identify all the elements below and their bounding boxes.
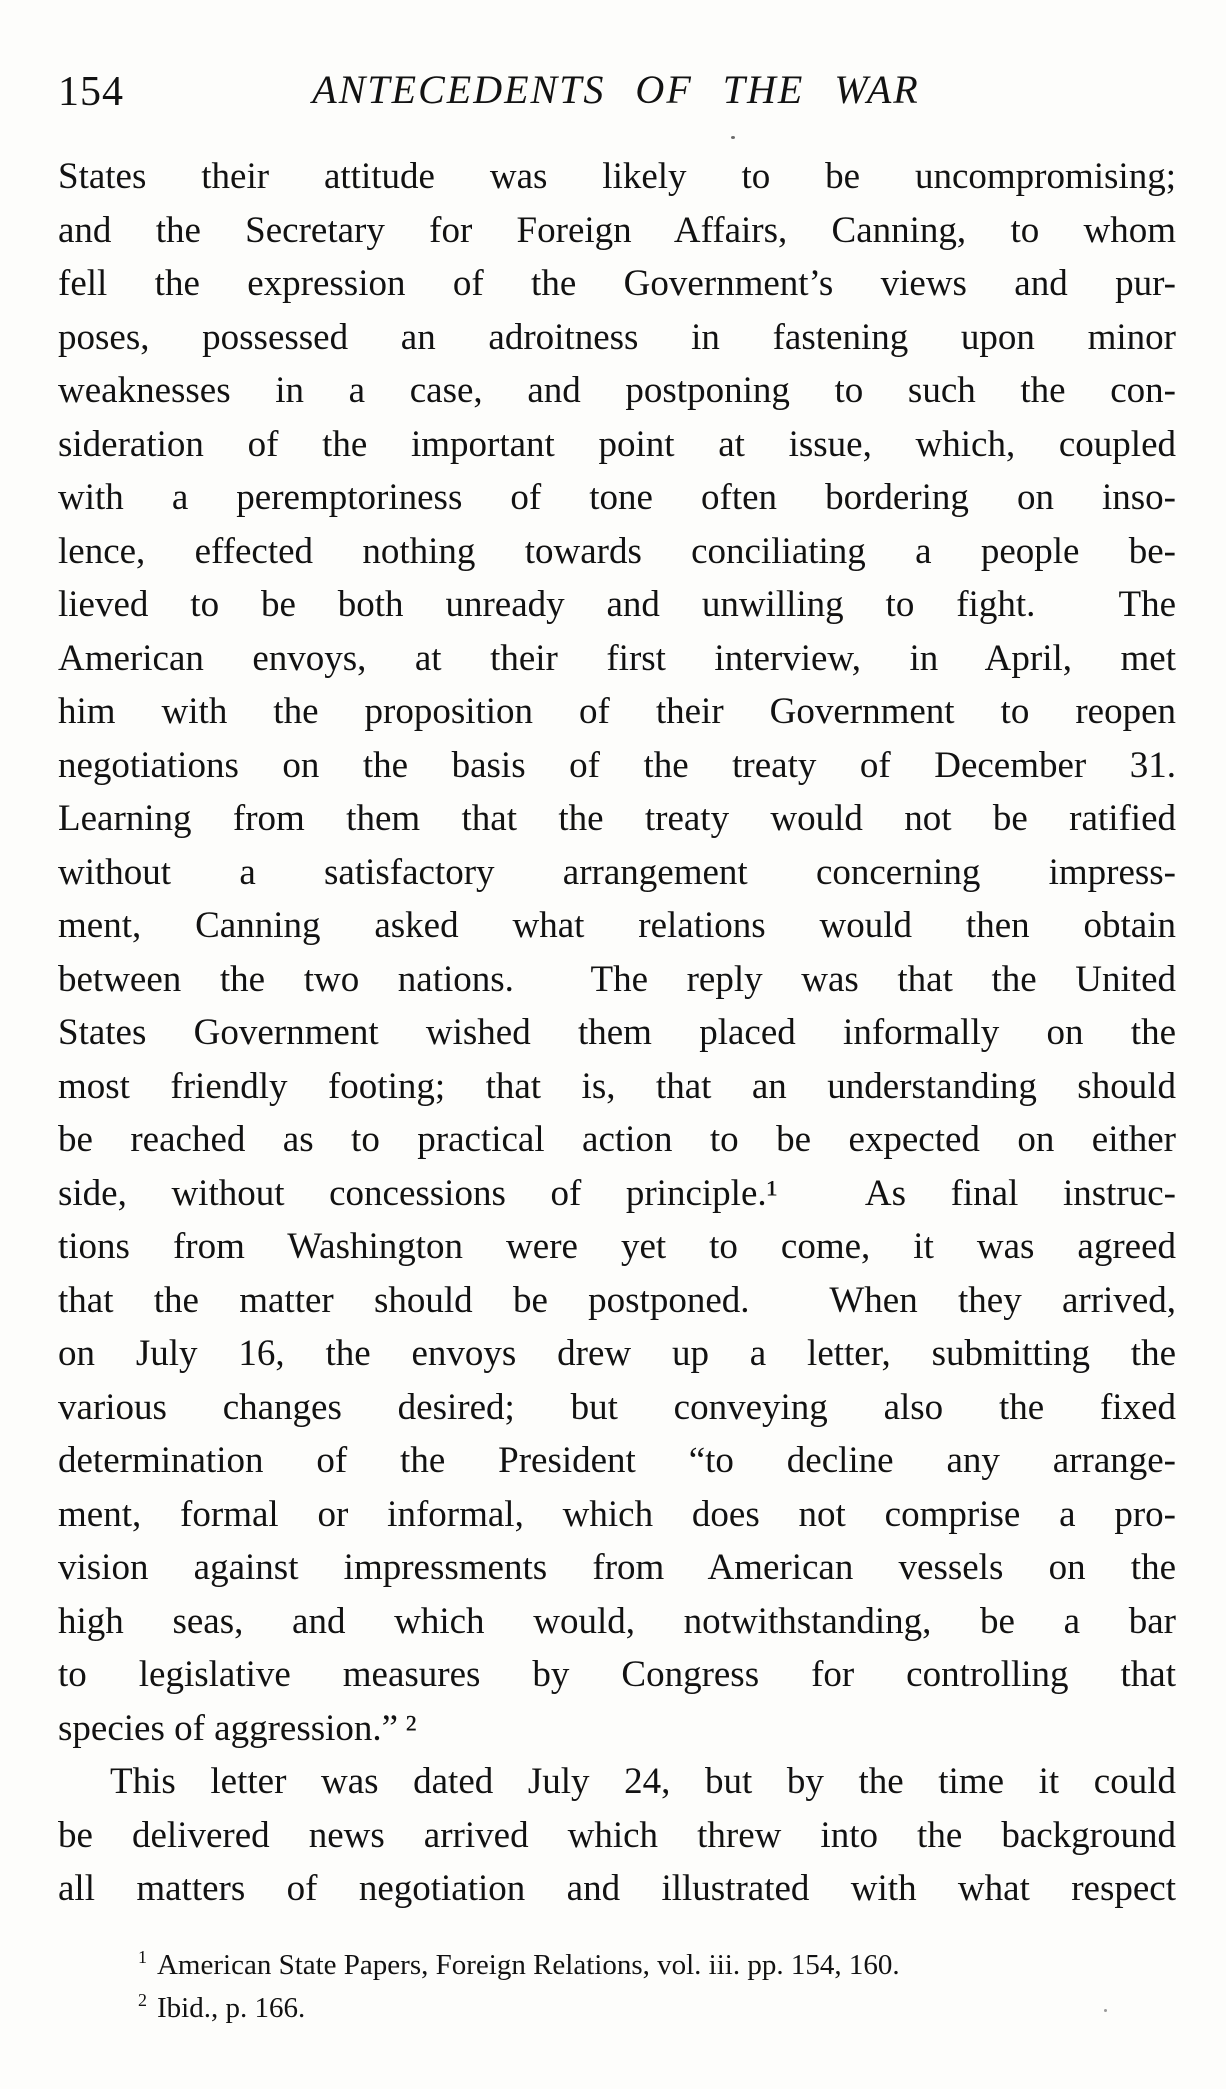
- body-line: him with the proposition of their Government to reopen: [58, 691, 1176, 732]
- body-line: to legislative measures by Congress for controlling that: [58, 1654, 1176, 1695]
- body-line: tions from Washington were yet to come, it was agreed: [58, 1226, 1176, 1267]
- body-line: fell the expression of the Government’s views and pur-: [58, 263, 1176, 304]
- body-line: ment, Canning asked what relations would then obtain: [58, 905, 1176, 946]
- body-line: be delivered news arrived which threw into the background: [58, 1814, 1176, 1856]
- body-line: high seas, and which would, notwithstanding, be a bar: [58, 1600, 1176, 1642]
- body-line: lieved to be both unready and unwilling to fight. The: [58, 584, 1176, 625]
- footnotes: [58, 1944, 1176, 2030]
- body-line: on July 16, the envoys drew up a letter, submitting the: [58, 1333, 1176, 1374]
- body-line: all matters of negotiation and illustrated with what respect: [58, 1868, 1176, 1909]
- body-line: lence, effected nothing towards conciliating a people be-: [58, 530, 1176, 572]
- body-line: most friendly footing; that is, that an understanding should: [58, 1065, 1176, 1107]
- body-line: ment, formal or informal, which does not comprise a pro-: [58, 1493, 1176, 1535]
- running-title: ANTECEDENTS OF THE WAR: [312, 67, 920, 112]
- body-line: between the two nations. The reply was that the United: [58, 958, 1176, 1000]
- body-line: States their attitude was likely to be uncompromising;: [58, 156, 1176, 197]
- body-line: side, without concessions of principle.¹ As final instruc-: [58, 1172, 1176, 1214]
- footnote: [58, 1944, 1176, 1987]
- body-line: determination of the President “to decline any arrange-: [58, 1440, 1176, 1481]
- footnote: [58, 1987, 1176, 2030]
- body-line: species of aggression.” ²: [58, 1707, 417, 1749]
- body-text: [58, 150, 1176, 1916]
- body-line: vision against impressments from American vessels on the: [58, 1547, 1176, 1588]
- footnote-marker: 2: [138, 1990, 147, 2011]
- body-line: that the matter should be postponed. When they arrived,: [58, 1279, 1176, 1321]
- footnote-text: American State Papers, Foreign Relations, vol. iii. pp. 154, 160.: [156, 1949, 900, 1981]
- body-line: various changes desired; but conveying also the fixed: [58, 1386, 1176, 1428]
- footnote-text: Ibid., p. 166.: [156, 1992, 306, 2024]
- body-line: poses, possessed an adroitness in fastening upon minor: [58, 316, 1176, 358]
- footnote-marker: 1: [138, 1947, 147, 1968]
- body-line: negotiations on the basis of the treaty of December 31.: [58, 744, 1176, 786]
- page-number: 154: [58, 69, 124, 115]
- body-line: weaknesses in a case, and postponing to such the con-: [58, 370, 1176, 411]
- body-line: without a satisfactory arrangement concerning impress-: [58, 851, 1176, 893]
- scan-artifact: [1104, 2009, 1107, 2012]
- body-line: sideration of the important point at issue, which, coupled: [58, 423, 1176, 465]
- body-line: This letter was dated July 24, but by the time it could: [110, 1761, 1176, 1802]
- body-line: States Government wished them placed informally on the: [58, 1012, 1176, 1053]
- body-line: with a peremptoriness of tone often bordering on inso-: [58, 477, 1176, 518]
- body-line: and the Secretary for Foreign Affairs, Canning, to whom: [58, 209, 1176, 251]
- scan-artifact: [731, 136, 735, 139]
- body-line: Learning from them that the treaty would not be ratified: [58, 798, 1176, 839]
- body-line: American envoys, at their first interview, in April, met: [58, 637, 1176, 679]
- body-line: be reached as to practical action to be expected on either: [58, 1119, 1176, 1160]
- page-header: [58, 66, 1174, 118]
